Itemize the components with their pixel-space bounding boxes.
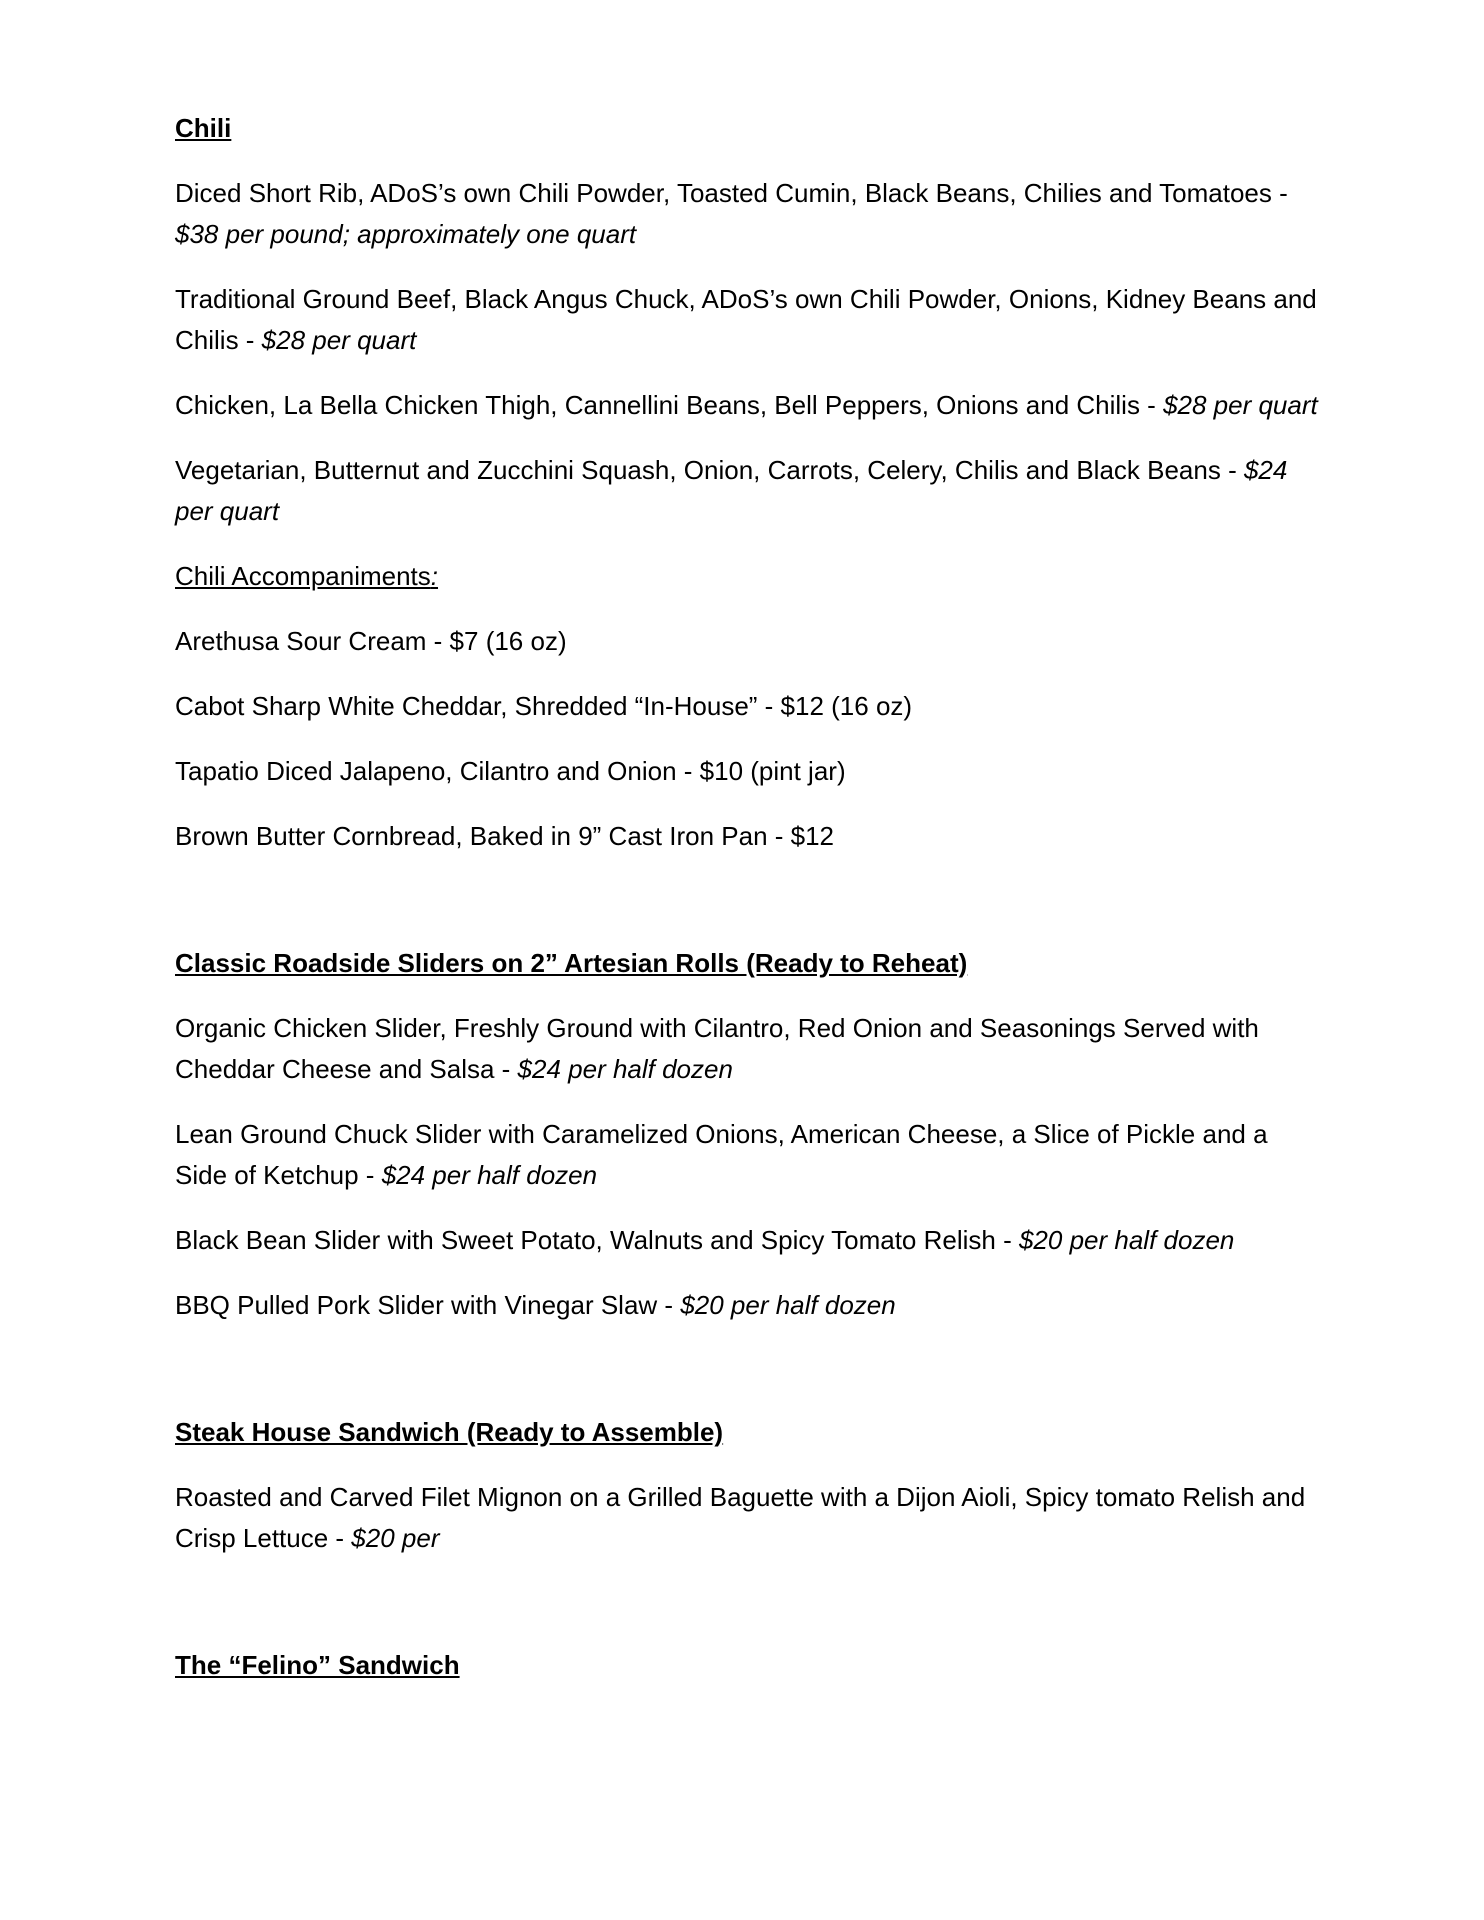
menu-item-black-bean-slider xyxy=(175,1220,1325,1261)
item-price: $38 per pound; approximately one quart xyxy=(175,219,637,249)
menu-item-chuck-slider xyxy=(175,1114,1325,1196)
item-description: Organic Chicken Slider, Freshly Ground with Cilantro, Red Onion and Seasonings Served with Cheddar Cheese and Salsa - xyxy=(175,1013,1259,1084)
sliders-section xyxy=(175,943,1325,1326)
menu-item-vegetarian-chili xyxy=(175,450,1325,532)
item-description: Roasted and Carved Filet Mignon on a Grilled Baguette with a Dijon Aioli, Spicy tomato Relish and Crisp Lettuce - xyxy=(175,1482,1306,1553)
item-description: Chicken, La Bella Chicken Thigh, Cannellini Beans, Bell Peppers, Onions and Chilis - xyxy=(175,390,1164,420)
item-description: Black Bean Slider with Sweet Potato, Walnuts and Spicy Tomato Relish - xyxy=(175,1225,1019,1255)
menu-page xyxy=(175,108,1325,1710)
item-price: $24 per half dozen xyxy=(517,1054,733,1084)
felino-section xyxy=(175,1645,1325,1685)
item-description: Traditional Ground Beef, Black Angus Chuck, ADoS’s own Chili Powder, Onions, Kidney Beans and Chilis - xyxy=(175,284,1317,355)
sliders-heading: Classic Roadside Sliders on 2” Artesian Rolls (Ready to Reheat) xyxy=(175,948,968,978)
item-price: $20 per xyxy=(351,1523,440,1553)
chili-heading: Chili xyxy=(175,113,232,143)
section-spacer xyxy=(175,881,1325,943)
item-price: $24 per half dozen xyxy=(381,1160,598,1190)
accompaniments-label: Chili Accompaniments xyxy=(175,561,431,591)
menu-item-chicken-slider xyxy=(175,1008,1325,1090)
section-spacer xyxy=(175,1583,1325,1645)
item-price: $28 per quart xyxy=(1163,390,1318,420)
accompaniments-colon: : xyxy=(430,561,439,591)
item-description: Lean Ground Chuck Slider with Caramelized Onions, American Cheese, a Slice of Pickle and a Side of Ketchup - xyxy=(175,1119,1268,1190)
section-spacer xyxy=(175,1350,1325,1412)
item-description: Diced Short Rib, ADoS’s own Chili Powder, Toasted Cumin, Black Beans, Chilies and Tomatoes - xyxy=(175,178,1288,208)
menu-item-chicken-chili xyxy=(175,385,1325,426)
item-price: $28 per quart xyxy=(261,325,417,355)
chili-accompaniments-heading xyxy=(175,556,1325,597)
steakhouse-heading: Steak House Sandwich (Ready to Assemble) xyxy=(175,1417,724,1447)
accompaniment-cornbread: Brown Butter Cornbread, Baked in 9” Cast Iron Pan - $12 xyxy=(175,821,835,851)
item-description: BBQ Pulled Pork Slider with Vinegar Slaw - xyxy=(175,1290,681,1320)
felino-heading: The “Felino” Sandwich xyxy=(175,1650,460,1680)
accompaniment-cheddar: Cabot Sharp White Cheddar, Shredded “In-House” - $12 (16 oz) xyxy=(175,691,913,721)
accompaniment-jalapeno: Tapatio Diced Jalapeno, Cilantro and Onion - $10 (pint jar) xyxy=(175,756,846,786)
menu-item-short-rib-chili xyxy=(175,173,1325,255)
chili-section xyxy=(175,108,1325,857)
item-price: $24 per quart xyxy=(175,455,1288,526)
item-description: Vegetarian, Butternut and Zucchini Squash, Onion, Carrots, Celery, Chilis and Black Beans - xyxy=(175,455,1244,485)
item-price: $20 per half dozen xyxy=(1018,1225,1235,1255)
menu-item-ground-beef-chili xyxy=(175,279,1325,361)
accompaniment-sour-cream: Arethusa Sour Cream - $7 (16 oz) xyxy=(175,626,567,656)
menu-item-filet-sandwich xyxy=(175,1477,1325,1559)
menu-item-pulled-pork-slider xyxy=(175,1285,1325,1326)
steakhouse-section xyxy=(175,1412,1325,1559)
item-price: $20 per half dozen xyxy=(680,1290,896,1320)
